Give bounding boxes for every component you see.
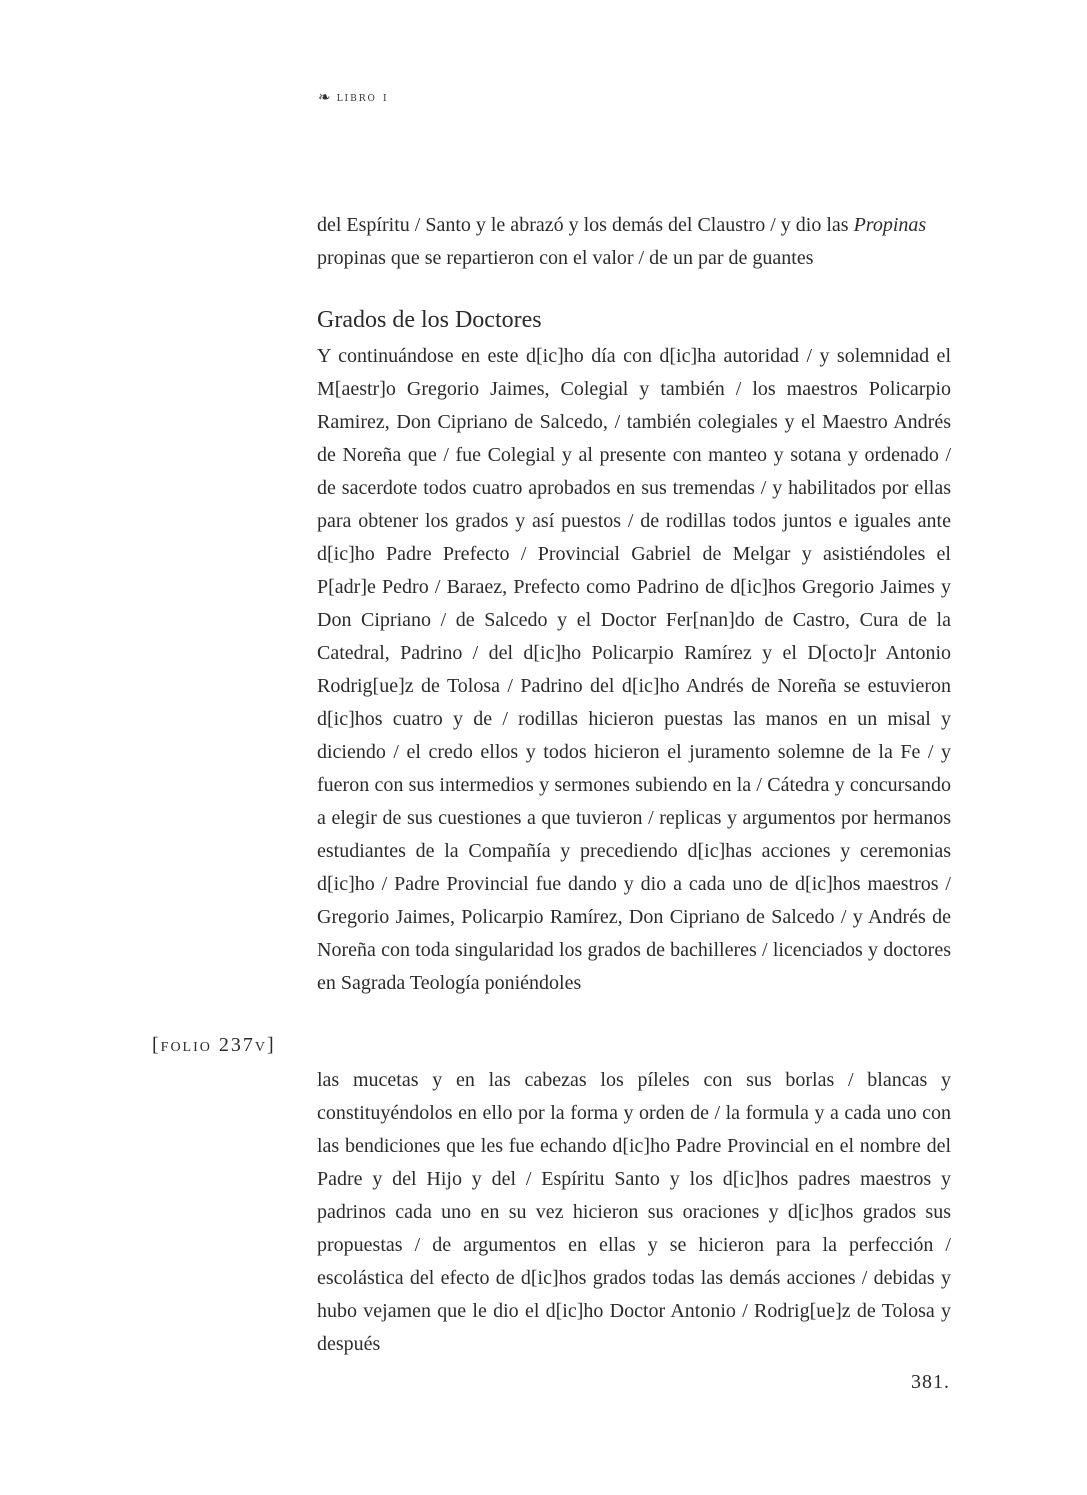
running-head xyxy=(318,88,389,106)
section-body-text: Y continuándose en este d[ic]ho día con d[ic]ha autoridad / y solemnidad el M[aestr]o Gregorio Jaimes, Colegial y también / los maestros Policarpio Ramirez, Don Cipriano de Salcedo, / también colegiales y el Maestro Andrés de Noreña que / fue Colegial y al presente con manteo y sotana y ordenado / de sacerdote todos cuatro aprobados en sus tremendas / y habilitados por ellas para obtener los grados y así puestos / de rodillas todos juntos e iguales ante d[ic]ho Padre Prefecto / Provincial Gabriel de Melgar y asistiéndoles el P[adr]e Pedro / Baraez, Prefecto como Padrino de d[ic]hos Gregorio Jaimes y Don Cipriano / de Salcedo y el Doctor Fer[nan]do de Castro, Cura de la Catedral, Padrino / del d[ic]ho Policarpio Ramírez y el D[octo]r Antonio Rodrig[ue]z de Tolosa / Padrino del d[ic]ho Andrés de Noreña se estuvieron d[ic]hos cuatro y de / rodillas hicieron puestas las manos en un misal y diciendo / el credo ellos y todos hicieron el juramento solemne de la Fe / y fueron con sus intermedios y sermones subiendo en la / Cátedra y concursando a elegir de sus cuestiones a que tuvieron / replicas y argumentos por hermanos estudiantes de la Compañía y precediendo d[ic]has acciones y ceremonias d[ic]ho / Padre Provincial fue dando y dio a cada uno de d[ic]hos maestros / Gregorio Jaimes, Policarpio Ramírez, Don Cipriano de Salcedo / y Andrés de Noreña con toda singularidad los grados de bachilleres / licenciados y doctores en Sagrada Teología poniéndoles xyxy=(317,345,951,994)
intro-paragraph xyxy=(317,209,951,275)
page-number: 381. xyxy=(911,1371,950,1393)
fleuron-icon: ❧ xyxy=(318,88,331,106)
intro-text-end: propinas que se repartieron con el valor / de un par de guantes xyxy=(317,247,814,269)
intro-italic-term: Propinas xyxy=(853,214,927,236)
running-head-label: libro i xyxy=(336,89,389,105)
folio-paragraph xyxy=(317,1064,951,1361)
intro-text-start: del Espíritu / Santo y le abrazó y los demás del Claustro / y dio las xyxy=(317,214,854,236)
section-body xyxy=(317,340,951,1000)
section-title: Grados de los Doctores xyxy=(317,307,542,333)
folio-marker: [folio 237v] xyxy=(152,1034,276,1056)
folio-paragraph-text: las mucetas y en las cabezas los píleles con sus borlas / blancas y constituyéndolos en ello por la forma y orden de / la formula y a cada uno con las bendiciones que les fue echando d[ic]ho Padre Provincial en el nombre del Padre y del Hijo y del / Espíritu Santo y los d[ic]hos padres maestros y padrinos cada uno en su vez hicieron sus oraciones y d[ic]hos grados sus propuestas / de argumentos en ellas y se hicieron para la perfección / escolástica del efecto de d[ic]hos grados todas las demás acciones / debidas y hubo vejamen que le dio el d[ic]ho Doctor Antonio / Rodrig[ue]z de Tolosa y después xyxy=(317,1069,951,1355)
